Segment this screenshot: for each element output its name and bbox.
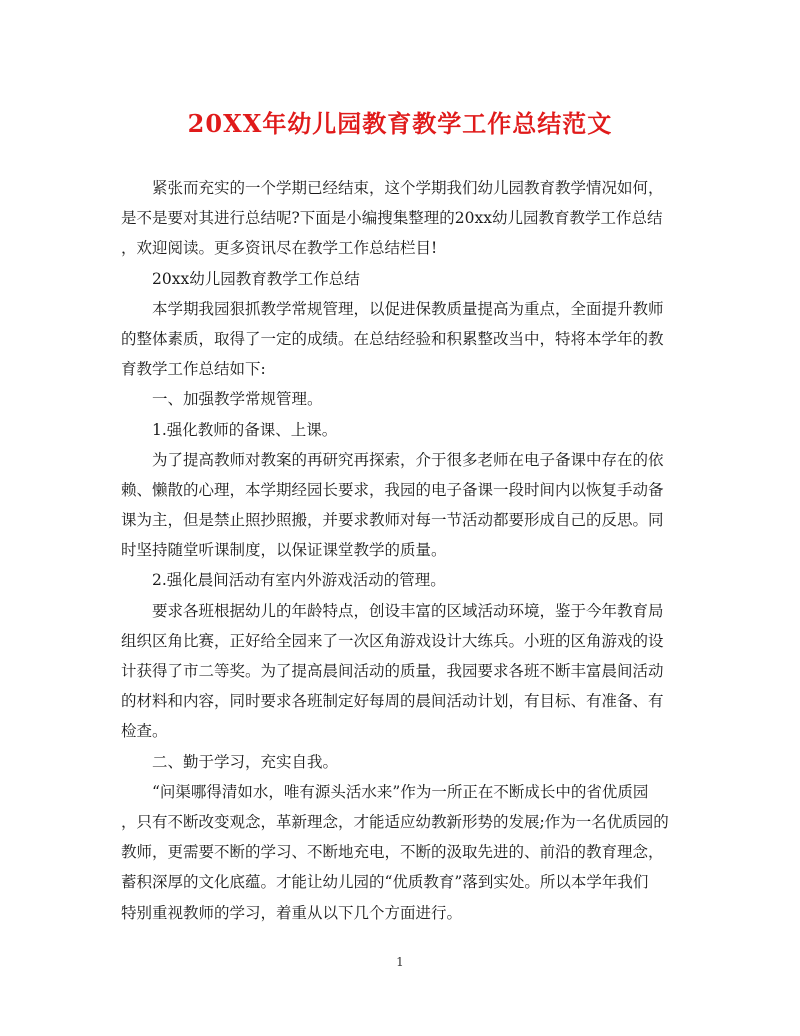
text-line: “问渠哪得清如水，唯有源头活水来”作为一所正在不断成长中的省优质园: [152, 782, 649, 801]
text-line: 本学期我园狠抓教学常规管理，以促进保教质量提高为重点，全面提升教师: [152, 299, 664, 318]
text-line: 是不是要对其进行总结呢?下面是小编搜集整理的20xx幼儿园教育教学工作总结: [121, 209, 663, 228]
page-number: 1: [396, 955, 404, 969]
text-line: 检查。: [121, 722, 168, 741]
text-line: 时坚持随堂听课制度，以保证课堂教学的质量。: [121, 541, 447, 560]
text-line: 紧张而充实的一个学期已经结束，这个学期我们幼儿园教育教学情况如何，: [152, 179, 664, 197]
text-line: 计获得了市二等奖。为了提高晨间活动的质量，我园要求各班不断丰富晨间活动: [121, 662, 664, 680]
text-line: 的材料和内容，同时要求各班制定好每周的晨间活动计划，有目标、有准备、有: [121, 692, 664, 711]
section-heading: 一、加强教学常规管理。: [152, 390, 323, 409]
text-line: 为了提高教师对教案的再研究再探索，介于很多老师在电子备课中存在的依: [152, 450, 664, 469]
text-line: 课为主，但是禁止照抄照搬，并要求教师对每一节活动都要形成自己的反思。同: [121, 511, 664, 530]
text-line: 特别重视教师的学习，着重从以下几个方面进行。: [121, 903, 463, 922]
subsection-heading: 1.强化教师的备课、上课。: [152, 420, 338, 439]
text-line: 教师，更需要不断的学习、不断地充电，不断的汲取先进的、前沿的教育理念，: [121, 843, 664, 862]
section-heading: 二、勤于学习，充实自我。: [152, 752, 339, 771]
text-line: 组织区角比赛，正好给全园来了一次区角游戏设计大练兵。小班的区角游戏的设: [121, 631, 664, 650]
text-line: 赖、懒散的心理，本学期经园长要求，我园的电子备课一段时间内以恢复手动备: [121, 480, 664, 499]
text-line: 蓄积深厚的文化底蕴。才能让幼儿园的“优质教育”落到实处。所以本学年我们: [121, 873, 649, 892]
text-line: 要求各班根据幼儿的年龄特点，创设丰富的区域活动环境，鉴于今年教育局: [152, 601, 664, 620]
subsection-heading: 2.强化晨间活动有室内外游戏活动的管理。: [152, 571, 446, 590]
document-title: 20XX年幼儿园教育教学工作总结范文: [187, 109, 613, 138]
text-line: ，只有不断改变观念，革新理念，才能适应幼教新形势的发展;作为一名优质园的: [121, 812, 669, 831]
text-line: ，欢迎阅读。更多资讯尽在教学工作总结栏目!: [121, 239, 438, 258]
text-line: 的整体素质，取得了一定的成绩。在总结经验和积累整改当中，特将本学年的教: [121, 329, 664, 348]
section-heading: 20xx幼儿园教育教学工作总结: [152, 269, 360, 288]
document-body: [121, 173, 681, 928]
text-line: 育教学工作总结如下:: [121, 360, 266, 379]
